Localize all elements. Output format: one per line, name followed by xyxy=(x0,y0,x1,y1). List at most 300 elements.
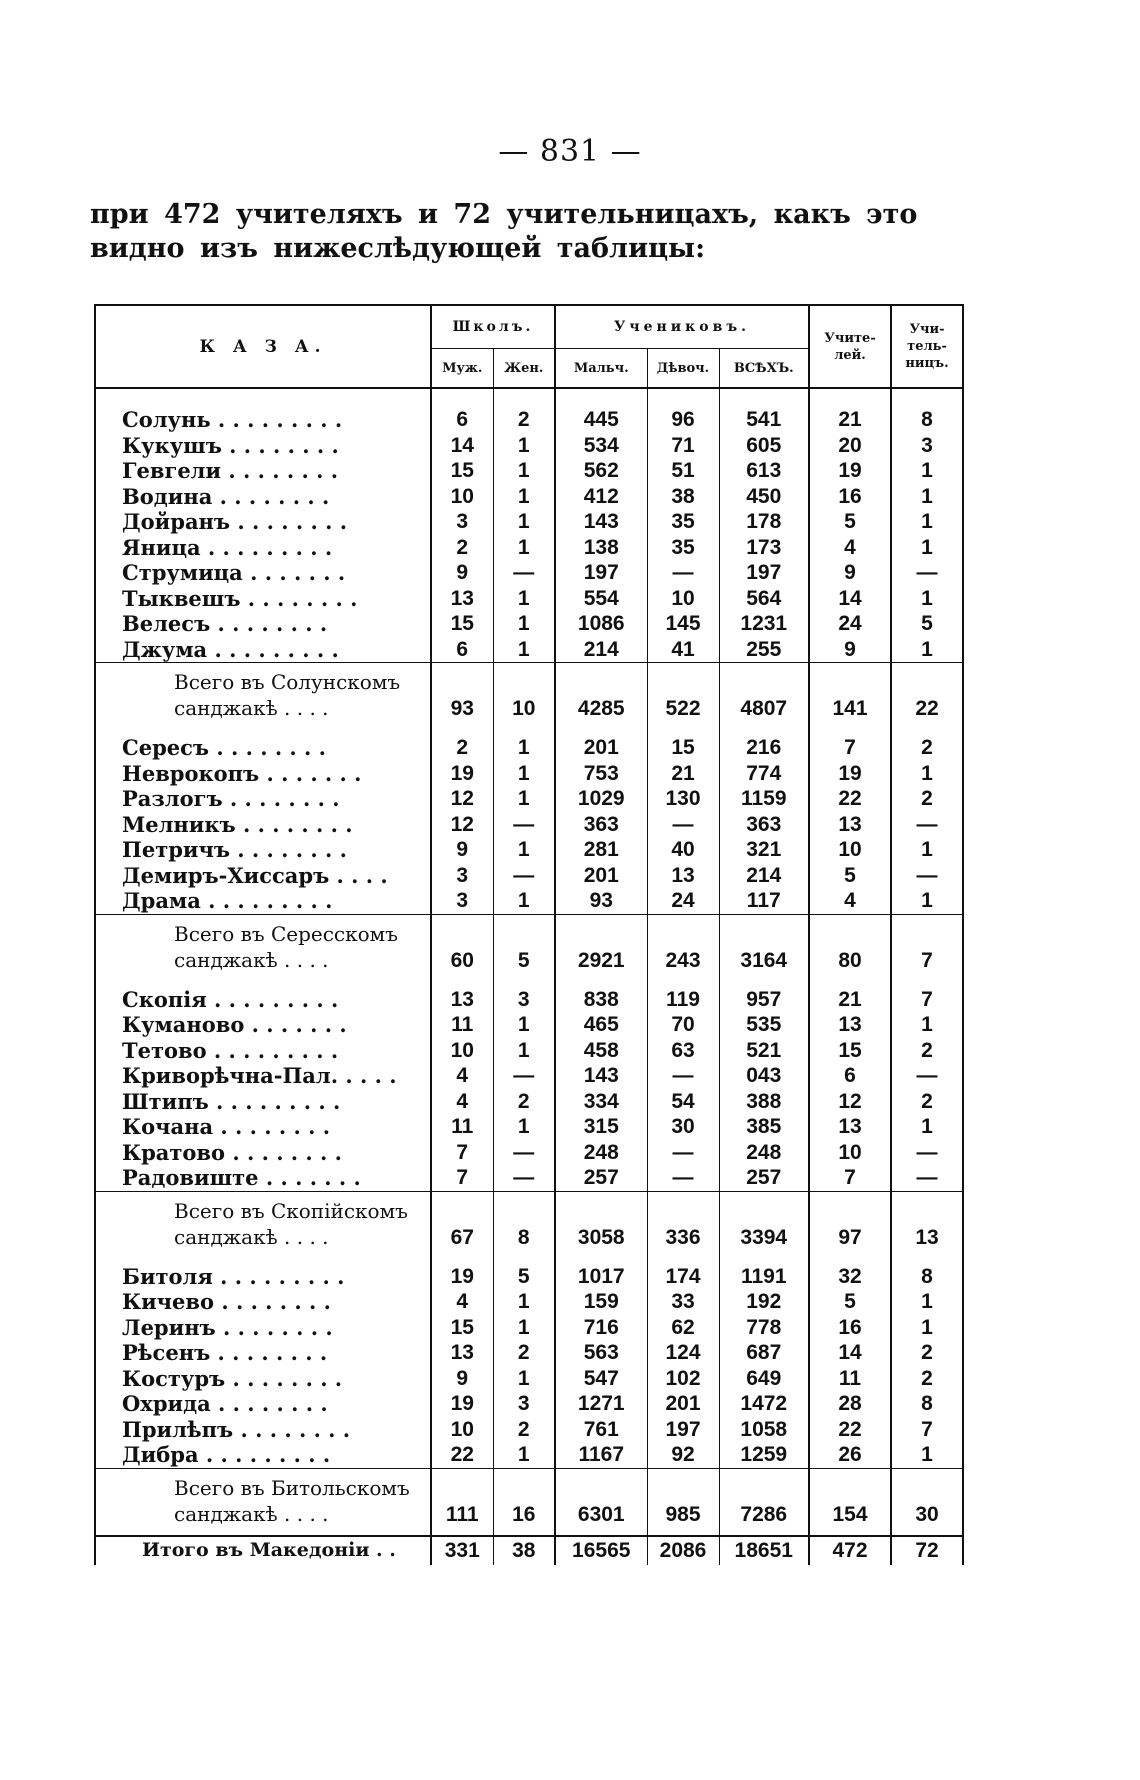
table-row-label: Яница . . . . . . . . . xyxy=(95,535,431,561)
table-row xyxy=(95,1442,963,1468)
table-row-all: 363 xyxy=(719,812,809,838)
table-row-boys: 201 xyxy=(555,863,647,889)
grand-total-row-girls: 2086 xyxy=(647,1536,719,1565)
table-row-all: 521 xyxy=(719,1038,809,1064)
subtotal-row-girls: 985 xyxy=(647,1468,719,1536)
table-row-boys: 1086 xyxy=(555,611,647,637)
table-row-label: Велесъ . . . . . . . . xyxy=(95,611,431,637)
table-row-tf: — xyxy=(891,560,963,586)
table-row-boys: 716 xyxy=(555,1315,647,1341)
table-row-f: 1 xyxy=(493,761,555,787)
table-row xyxy=(95,433,963,459)
table-row-label: Радовиште . . . . . . . xyxy=(95,1165,431,1191)
table-row-tf: 2 xyxy=(891,1340,963,1366)
statistics-table xyxy=(94,304,964,1565)
subtotal-row xyxy=(95,1191,963,1258)
table-row-boys: 838 xyxy=(555,987,647,1013)
header-kaza: К А З А. xyxy=(95,305,431,388)
table-body xyxy=(95,388,963,1565)
table-row-tm: 14 xyxy=(809,1340,891,1366)
table-row-all: 192 xyxy=(719,1289,809,1315)
subtotal-row-all: 4807 xyxy=(719,663,809,730)
grand-total-row-tm: 472 xyxy=(809,1536,891,1565)
table-row-tf: 2 xyxy=(891,786,963,812)
table-row-m: 6 xyxy=(431,407,493,433)
table-row-tf: 1 xyxy=(891,761,963,787)
table-row-boys: 315 xyxy=(555,1114,647,1140)
table-row-f: — xyxy=(493,1140,555,1166)
table-row-f: 3 xyxy=(493,987,555,1013)
subtotal-row-tf: 7 xyxy=(891,914,963,981)
subtotal-row xyxy=(95,1468,963,1536)
table-row xyxy=(95,1315,963,1341)
table-row-m: 3 xyxy=(431,863,493,889)
subtotal-row-m: 93 xyxy=(431,663,493,730)
table-row-girls: 197 xyxy=(647,1417,719,1443)
subtotal-row-m: 67 xyxy=(431,1191,493,1258)
table-row-all: 564 xyxy=(719,586,809,612)
table-row-label: Леринъ . . . . . . . . xyxy=(95,1315,431,1341)
table-row-f: 2 xyxy=(493,1340,555,1366)
table-row-all: 774 xyxy=(719,761,809,787)
table-row-m: 12 xyxy=(431,786,493,812)
table-row-boys: 1029 xyxy=(555,786,647,812)
table-row xyxy=(95,1012,963,1038)
subtotal-row-tm: 154 xyxy=(809,1468,891,1536)
table-row-boys: 93 xyxy=(555,888,647,914)
table-row-tm: 22 xyxy=(809,1417,891,1443)
table-row-m: 9 xyxy=(431,1366,493,1392)
table-row-label: Прилѣпъ . . . . . . . . xyxy=(95,1417,431,1443)
table-row-all: 778 xyxy=(719,1315,809,1341)
table-row-girls: 38 xyxy=(647,484,719,510)
statistics-table-wrapper xyxy=(94,304,964,1565)
table-row-all: 1058 xyxy=(719,1417,809,1443)
table-row xyxy=(95,509,963,535)
table-row-f: — xyxy=(493,863,555,889)
table-row-tm: 32 xyxy=(809,1264,891,1290)
header-sub-f: Жен. xyxy=(493,349,555,389)
table-row-label: Рѣсенъ . . . . . . . . xyxy=(95,1340,431,1366)
table-row-boys: 458 xyxy=(555,1038,647,1064)
table-row-f: 1 xyxy=(493,637,555,663)
table-row-f: 1 xyxy=(493,786,555,812)
table-row-f: 1 xyxy=(493,1038,555,1064)
table-row-label: Охрида . . . . . . . . xyxy=(95,1391,431,1417)
header-sub-boys: Мальч. xyxy=(555,349,647,389)
table-row xyxy=(95,1063,963,1089)
table-row-m: 9 xyxy=(431,560,493,586)
table-row-m: 19 xyxy=(431,761,493,787)
subtotal-row-tf: 13 xyxy=(891,1191,963,1258)
table-row-f: 1 xyxy=(493,888,555,914)
table-row-m: 6 xyxy=(431,637,493,663)
table-row-label: Кратово . . . . . . . . xyxy=(95,1140,431,1166)
table-row-tm: 15 xyxy=(809,1038,891,1064)
table-row-boys: 563 xyxy=(555,1340,647,1366)
subtotal-row xyxy=(95,663,963,730)
table-row-tf: 2 xyxy=(891,735,963,761)
table-row-tm: 19 xyxy=(809,458,891,484)
grand-total-row-tf: 72 xyxy=(891,1536,963,1565)
table-row xyxy=(95,1165,963,1191)
table-row-tm: 21 xyxy=(809,407,891,433)
table-row-girls: 13 xyxy=(647,863,719,889)
table-row-tm: 5 xyxy=(809,863,891,889)
table-row-tm: 4 xyxy=(809,888,891,914)
table-row-all: 388 xyxy=(719,1089,809,1115)
table-row-label: Криворѣчна-Пал. . . . . xyxy=(95,1063,431,1089)
grand-total-row-m: 331 xyxy=(431,1536,493,1565)
table-row-boys: 248 xyxy=(555,1140,647,1166)
table-row xyxy=(95,1289,963,1315)
table-row-all: 541 xyxy=(719,407,809,433)
table-row-all: 1231 xyxy=(719,611,809,637)
table-row-tf: — xyxy=(891,1165,963,1191)
table-row xyxy=(95,1089,963,1115)
table-row-boys: 554 xyxy=(555,586,647,612)
table-row-boys: 534 xyxy=(555,433,647,459)
table-row-f: 1 xyxy=(493,1289,555,1315)
table-row-girls: 24 xyxy=(647,888,719,914)
table-row-label: Костуръ . . . . . . . . xyxy=(95,1366,431,1392)
table-row-tm: 9 xyxy=(809,560,891,586)
table-row-boys: 334 xyxy=(555,1089,647,1115)
table-row-label: Дойранъ . . . . . . . . xyxy=(95,509,431,535)
header-schools: Школъ. xyxy=(431,305,555,349)
table-row-label: Сересъ . . . . . . . . xyxy=(95,735,431,761)
table-row-f: 1 xyxy=(493,611,555,637)
table-row-m: 4 xyxy=(431,1289,493,1315)
subtotal-row-label: Всего въ Сересскомъ санджакѣ . . . . xyxy=(95,914,431,981)
table-row-girls: 35 xyxy=(647,509,719,535)
table-row-tm: 11 xyxy=(809,1366,891,1392)
table-row-boys: 562 xyxy=(555,458,647,484)
table-row xyxy=(95,987,963,1013)
table-row-boys: 412 xyxy=(555,484,647,510)
table-row-tm: 10 xyxy=(809,837,891,863)
table-row-girls: 21 xyxy=(647,761,719,787)
table-row-tm: 24 xyxy=(809,611,891,637)
subtotal-row-girls: 336 xyxy=(647,1191,719,1258)
table-row-m: 19 xyxy=(431,1264,493,1290)
table-row-all: 178 xyxy=(719,509,809,535)
table-row-boys: 143 xyxy=(555,509,647,535)
table-row-label: Разлогъ . . . . . . . . xyxy=(95,786,431,812)
table-row-f: 1 xyxy=(493,1114,555,1140)
table-row xyxy=(95,535,963,561)
table-row-tf: 1 xyxy=(891,888,963,914)
table-row-tm: 12 xyxy=(809,1089,891,1115)
table-row-label: Куманово . . . . . . . xyxy=(95,1012,431,1038)
table-row-f: 1 xyxy=(493,484,555,510)
subtotal-row-m: 60 xyxy=(431,914,493,981)
table-row-tm: 5 xyxy=(809,1289,891,1315)
table-row-tf: 7 xyxy=(891,987,963,1013)
subtotal-row-m: 111 xyxy=(431,1468,493,1536)
table-row xyxy=(95,484,963,510)
table-row-f: 1 xyxy=(493,535,555,561)
table-row-tf: — xyxy=(891,863,963,889)
table-row-label: Тетово . . . . . . . . . xyxy=(95,1038,431,1064)
subtotal-row-tm: 97 xyxy=(809,1191,891,1258)
table-row-m: 15 xyxy=(431,1315,493,1341)
table-row-m: 7 xyxy=(431,1140,493,1166)
table-row-tf: 2 xyxy=(891,1089,963,1115)
table-row-all: 1472 xyxy=(719,1391,809,1417)
table-row-tf: 1 xyxy=(891,1012,963,1038)
table-row-m: 3 xyxy=(431,888,493,914)
table-row xyxy=(95,1366,963,1392)
table-row-f: 1 xyxy=(493,509,555,535)
table-row-tm: 9 xyxy=(809,637,891,663)
table-row-f: 1 xyxy=(493,735,555,761)
table-row-m: 13 xyxy=(431,1340,493,1366)
table-row-tf: 1 xyxy=(891,1442,963,1468)
table-row-tf: 8 xyxy=(891,407,963,433)
table-row-label: Штипъ . . . . . . . . . xyxy=(95,1089,431,1115)
table-row xyxy=(95,1264,963,1290)
table-row xyxy=(95,611,963,637)
table-row-all: 1159 xyxy=(719,786,809,812)
subtotal-row-boys: 3058 xyxy=(555,1191,647,1258)
header-sub-all: ВСѢХЪ. xyxy=(719,349,809,389)
table-row xyxy=(95,837,963,863)
subtotal-row-boys: 4285 xyxy=(555,663,647,730)
table-row-tm: 4 xyxy=(809,535,891,561)
table-row-girls: — xyxy=(647,1140,719,1166)
table-row-label: Скопія . . . . . . . . . xyxy=(95,987,431,1013)
table-row-tf: 1 xyxy=(891,509,963,535)
table-row-all: 255 xyxy=(719,637,809,663)
table-row-tm: 7 xyxy=(809,735,891,761)
table-row-label: Джума . . . . . . . . . xyxy=(95,637,431,663)
table-row xyxy=(95,560,963,586)
table-row-f: 5 xyxy=(493,1264,555,1290)
table-row-all: 1259 xyxy=(719,1442,809,1468)
table-row xyxy=(95,1340,963,1366)
table-row-all: 1191 xyxy=(719,1264,809,1290)
table-row xyxy=(95,407,963,433)
table-row-boys: 143 xyxy=(555,1063,647,1089)
table-row-tm: 22 xyxy=(809,786,891,812)
table-row-m: 4 xyxy=(431,1089,493,1115)
table-row-m: 9 xyxy=(431,837,493,863)
table-row-all: 257 xyxy=(719,1165,809,1191)
subtotal-row-f: 16 xyxy=(493,1468,555,1536)
table-row xyxy=(95,761,963,787)
header-teachers-f: Учи-тель-ницъ. xyxy=(891,305,963,388)
table-row-all: 197 xyxy=(719,560,809,586)
intro-text: при 472 учителяхъ и 72 учительницахъ, какъ это видно изъ нижеслѣдующей таблицы: xyxy=(90,199,918,264)
table-row-label: Неврокопъ . . . . . . . xyxy=(95,761,431,787)
table-row-boys: 197 xyxy=(555,560,647,586)
table-row-girls: 33 xyxy=(647,1289,719,1315)
table-row-tf: — xyxy=(891,1140,963,1166)
table-row-f: 1 xyxy=(493,1442,555,1468)
table-row-tm: 19 xyxy=(809,761,891,787)
table-row-label: Дибра . . . . . . . . . xyxy=(95,1442,431,1468)
table-row-girls: 102 xyxy=(647,1366,719,1392)
subtotal-row-girls: 243 xyxy=(647,914,719,981)
table-row-f: 2 xyxy=(493,1417,555,1443)
table-row-girls: 201 xyxy=(647,1391,719,1417)
table-row-boys: 363 xyxy=(555,812,647,838)
table-row-boys: 465 xyxy=(555,1012,647,1038)
table-row-girls: 119 xyxy=(647,987,719,1013)
table-row xyxy=(95,586,963,612)
table-row-girls: — xyxy=(647,1063,719,1089)
table-row-f: 3 xyxy=(493,1391,555,1417)
table-row xyxy=(95,458,963,484)
table-row-tf: 1 xyxy=(891,837,963,863)
table-row-f: 1 xyxy=(493,1315,555,1341)
table-row-all: 321 xyxy=(719,837,809,863)
table-row-girls: 41 xyxy=(647,637,719,663)
table-row-all: 649 xyxy=(719,1366,809,1392)
table-row-f: 1 xyxy=(493,586,555,612)
table-row-tm: 26 xyxy=(809,1442,891,1468)
spacer-row xyxy=(95,388,963,407)
table-row-tf: 8 xyxy=(891,1391,963,1417)
subtotal-row-f: 10 xyxy=(493,663,555,730)
subtotal-row-label: Всего въ Солунскомъ санджакѣ . . . . xyxy=(95,663,431,730)
table-row xyxy=(95,1114,963,1140)
subtotal-row-f: 8 xyxy=(493,1191,555,1258)
table-row-girls: 62 xyxy=(647,1315,719,1341)
subtotal-row-boys: 6301 xyxy=(555,1468,647,1536)
table-row-m: 7 xyxy=(431,1165,493,1191)
table-row-tf: — xyxy=(891,812,963,838)
table-row-tm: 10 xyxy=(809,1140,891,1166)
table-row-all: 214 xyxy=(719,863,809,889)
table-row-all: 687 xyxy=(719,1340,809,1366)
table-row-girls: 96 xyxy=(647,407,719,433)
table-row-all: 605 xyxy=(719,433,809,459)
table-row-girls: 130 xyxy=(647,786,719,812)
table-row-label: Кочана . . . . . . . . xyxy=(95,1114,431,1140)
header-sub-m: Муж. xyxy=(431,349,493,389)
table-row-m: 11 xyxy=(431,1114,493,1140)
subtotal-row-all: 7286 xyxy=(719,1468,809,1536)
table-row-tm: 7 xyxy=(809,1165,891,1191)
grand-total-row-f: 38 xyxy=(493,1536,555,1565)
table-row-f: 1 xyxy=(493,433,555,459)
table-row-girls: 35 xyxy=(647,535,719,561)
table-row-girls: 15 xyxy=(647,735,719,761)
table-row-label: Гевгели . . . . . . . . xyxy=(95,458,431,484)
table-row-m: 2 xyxy=(431,735,493,761)
subtotal-row-f: 5 xyxy=(493,914,555,981)
table-row-m: 15 xyxy=(431,611,493,637)
table-row-girls: 10 xyxy=(647,586,719,612)
table-row-boys: 547 xyxy=(555,1366,647,1392)
table-row-girls: — xyxy=(647,812,719,838)
grand-total-row xyxy=(95,1536,963,1565)
table-row-tf: 1 xyxy=(891,535,963,561)
subtotal-row-label: Всего въ Битольскомъ санджакѣ . . . . xyxy=(95,1468,431,1536)
table-row-all: 248 xyxy=(719,1140,809,1166)
table-row-m: 22 xyxy=(431,1442,493,1468)
table-row-f: 1 xyxy=(493,458,555,484)
table-row-f: 1 xyxy=(493,1012,555,1038)
table-row-boys: 1167 xyxy=(555,1442,647,1468)
table-row-label: Кукушъ . . . . . . . . xyxy=(95,433,431,459)
table-row-girls: 174 xyxy=(647,1264,719,1290)
table-row-tf: 7 xyxy=(891,1417,963,1443)
table-row-tm: 5 xyxy=(809,509,891,535)
table-row xyxy=(95,786,963,812)
table-row-f: 1 xyxy=(493,837,555,863)
table-row-tf: 1 xyxy=(891,484,963,510)
subtotal-row-tm: 141 xyxy=(809,663,891,730)
table-row-boys: 257 xyxy=(555,1165,647,1191)
table-row-f: — xyxy=(493,1165,555,1191)
subtotal-row-tf: 22 xyxy=(891,663,963,730)
table-row-boys: 761 xyxy=(555,1417,647,1443)
table-row-all: 173 xyxy=(719,535,809,561)
table-row-tm: 16 xyxy=(809,1315,891,1341)
table-row-girls: 51 xyxy=(647,458,719,484)
table-row-boys: 445 xyxy=(555,407,647,433)
table-row-tm: 28 xyxy=(809,1391,891,1417)
table-row-m: 10 xyxy=(431,1417,493,1443)
table-row-label: Мелникъ . . . . . . . . xyxy=(95,812,431,838)
table-row-tf: 1 xyxy=(891,1114,963,1140)
table-row-label: Драма . . . . . . . . . xyxy=(95,888,431,914)
table-row-girls: — xyxy=(647,560,719,586)
table-row-m: 19 xyxy=(431,1391,493,1417)
table-row-boys: 138 xyxy=(555,535,647,561)
table-row xyxy=(95,735,963,761)
table-row xyxy=(95,863,963,889)
table-row-girls: 124 xyxy=(647,1340,719,1366)
grand-total-row-boys: 16565 xyxy=(555,1536,647,1565)
table-row-tf: 1 xyxy=(891,586,963,612)
table-row xyxy=(95,1038,963,1064)
table-row-all: 957 xyxy=(719,987,809,1013)
table-row-tf: 8 xyxy=(891,1264,963,1290)
table-row-tf: 1 xyxy=(891,1315,963,1341)
table-row-f: — xyxy=(493,1063,555,1089)
table-row-tf: 2 xyxy=(891,1366,963,1392)
table-row-label: Битоля . . . . . . . . . xyxy=(95,1264,431,1290)
table-row-all: 216 xyxy=(719,735,809,761)
table-row-all: 385 xyxy=(719,1114,809,1140)
subtotal-row xyxy=(95,914,963,981)
table-row-all: 117 xyxy=(719,888,809,914)
table-row-girls: 63 xyxy=(647,1038,719,1064)
table-row-f: — xyxy=(493,560,555,586)
table-row-m: 2 xyxy=(431,535,493,561)
subtotal-row-tf: 30 xyxy=(891,1468,963,1536)
table-row-tm: 13 xyxy=(809,812,891,838)
subtotal-row-boys: 2921 xyxy=(555,914,647,981)
table-row-tm: 14 xyxy=(809,586,891,612)
table-row-label: Демиръ-Хиссаръ . . . . xyxy=(95,863,431,889)
table-row-boys: 1017 xyxy=(555,1264,647,1290)
table-row-f: — xyxy=(493,812,555,838)
subtotal-row-label: Всего въ Скопійскомъ санджакѣ . . . . xyxy=(95,1191,431,1258)
table-row-label: Струмица . . . . . . . xyxy=(95,560,431,586)
table-row-tf: 1 xyxy=(891,458,963,484)
subtotal-row-girls: 522 xyxy=(647,663,719,730)
table-row-boys: 159 xyxy=(555,1289,647,1315)
table-row-tf: 2 xyxy=(891,1038,963,1064)
table-row xyxy=(95,812,963,838)
header-sub-girls: Дѣвоч. xyxy=(647,349,719,389)
table-row-tf: 1 xyxy=(891,637,963,663)
